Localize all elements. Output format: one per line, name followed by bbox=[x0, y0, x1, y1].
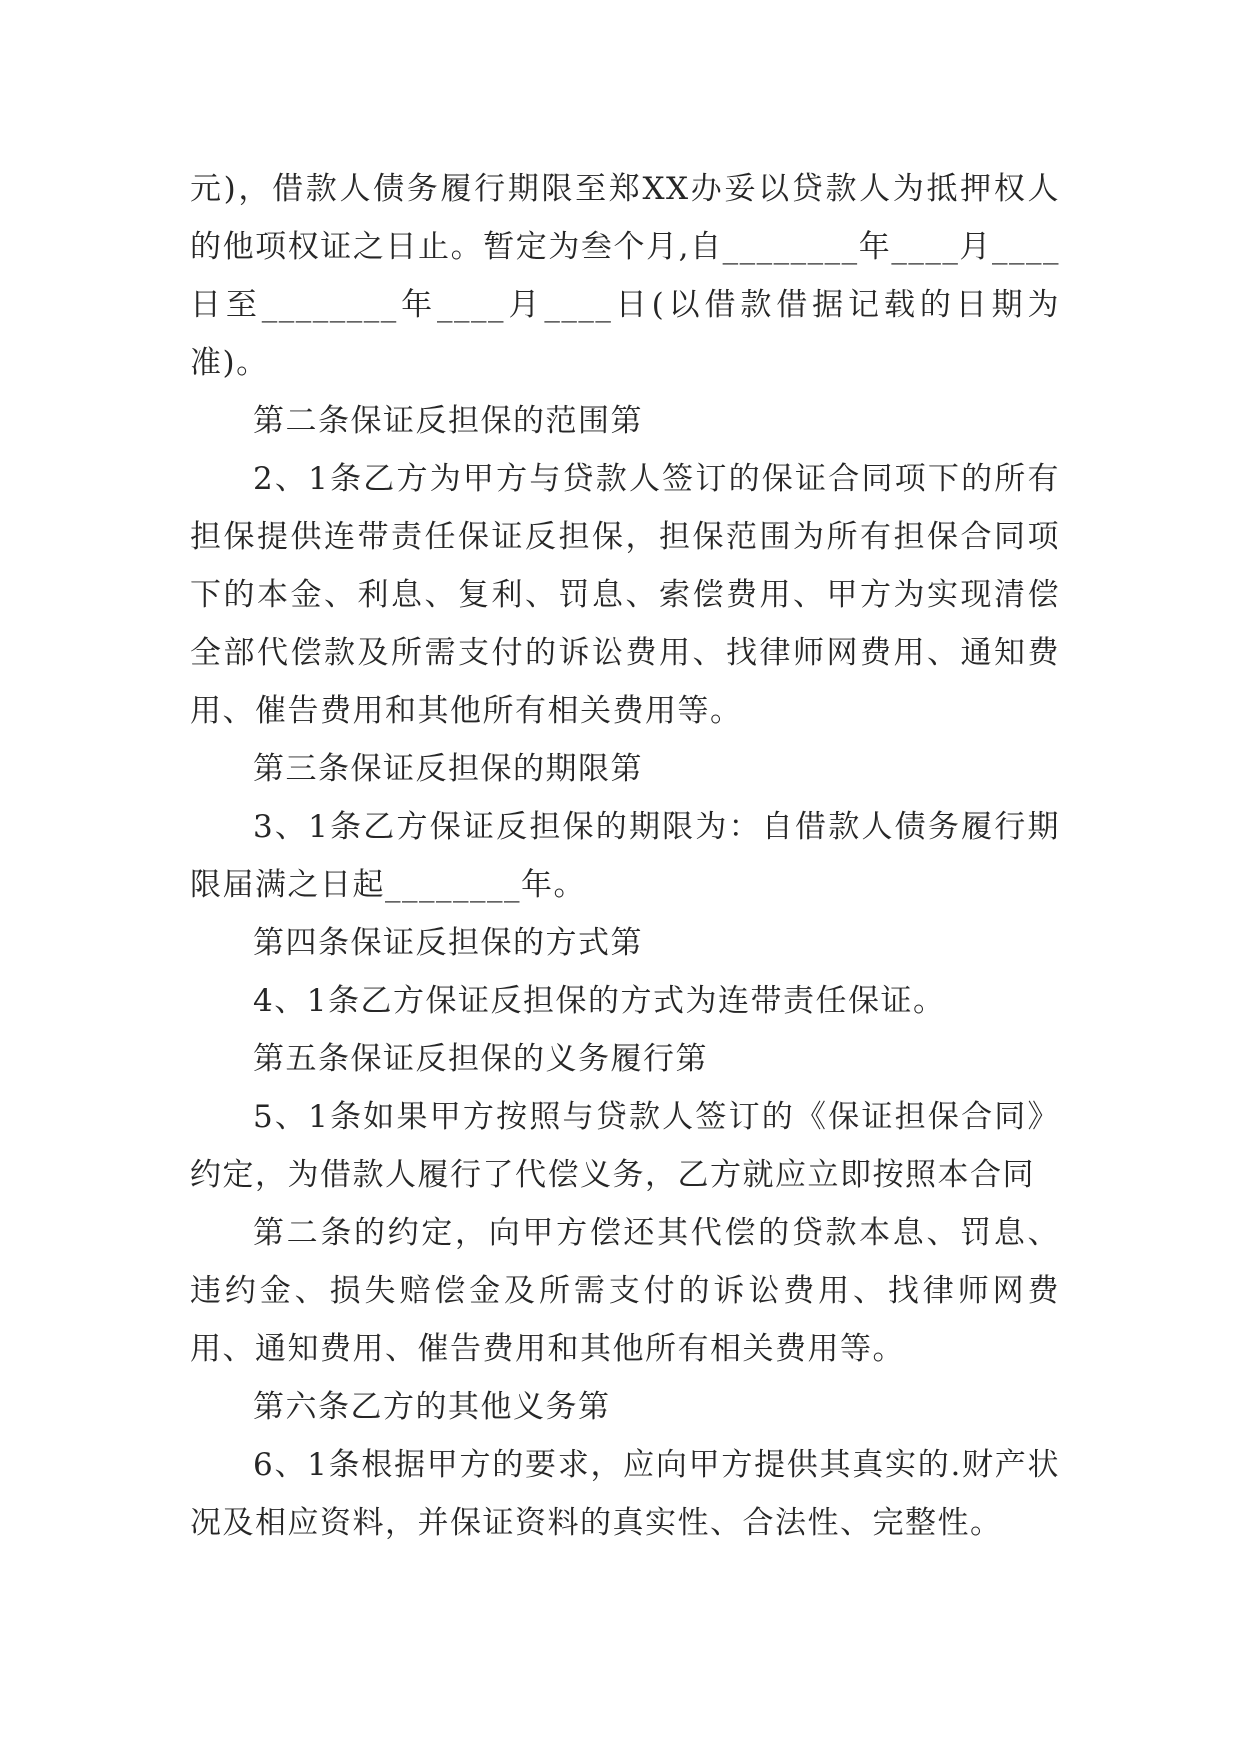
heading-article-5: 第五条保证反担保的义务履行第 bbox=[253, 1041, 708, 1077]
paragraph-clause-5-1: 5、1条如果甲方按照与贷款人签订的《保证担保合同》约定，为借款人履行了代偿义务，乙方就应立即按照本合同 bbox=[190, 1099, 1060, 1193]
paragraph-clause-5-1-continued: 第二条的约定，向甲方偿还其代偿的贷款本息、罚息、违约金、损失赔偿金及所需支付的诉讼费用、找律师网费用、通知费用、催告费用和其他所有相关费用等。 bbox=[190, 1215, 1060, 1367]
heading-article-2: 第二条保证反担保的范围第 bbox=[253, 403, 643, 439]
paragraph-clause-3-1: 3、1条乙方保证反担保的期限为：自借款人债务履行期限届满之日起________年。 bbox=[190, 809, 1060, 903]
paragraph-term-continuation: 元)，借款人债务履行期限至郑XX办妥以贷款人为抵押权人的他项权证之日止。暂定为叁个月,自________年____月____日至________年____月____日(以借款借据记载的日期为准)。 bbox=[190, 171, 1060, 381]
contract-body bbox=[190, 160, 1060, 1552]
heading-article-6: 第六条乙方的其他义务第 bbox=[253, 1389, 611, 1425]
paragraph-clause-6-1: 6、1条根据甲方的要求，应向甲方提供其真实的.财产状况及相应资料，并保证资料的真实性、合法性、完整性。 bbox=[190, 1447, 1060, 1541]
heading-article-3: 第三条保证反担保的期限第 bbox=[253, 751, 643, 787]
paragraph-clause-4-1: 4、1条乙方保证反担保的方式为连带责任保证。 bbox=[253, 983, 946, 1019]
paragraph-clause-2-1: 2、1条乙方为甲方与贷款人签订的保证合同项下的所有担保提供连带责任保证反担保，担保范围为所有担保合同项下的本金、利息、复利、罚息、索偿费用、甲方为实现清偿全部代偿款及所需支付的诉讼费用、找律师网费用、通知费用、催告费用和其他所有相关费用等。 bbox=[190, 461, 1060, 729]
heading-article-4: 第四条保证反担保的方式第 bbox=[253, 925, 643, 961]
